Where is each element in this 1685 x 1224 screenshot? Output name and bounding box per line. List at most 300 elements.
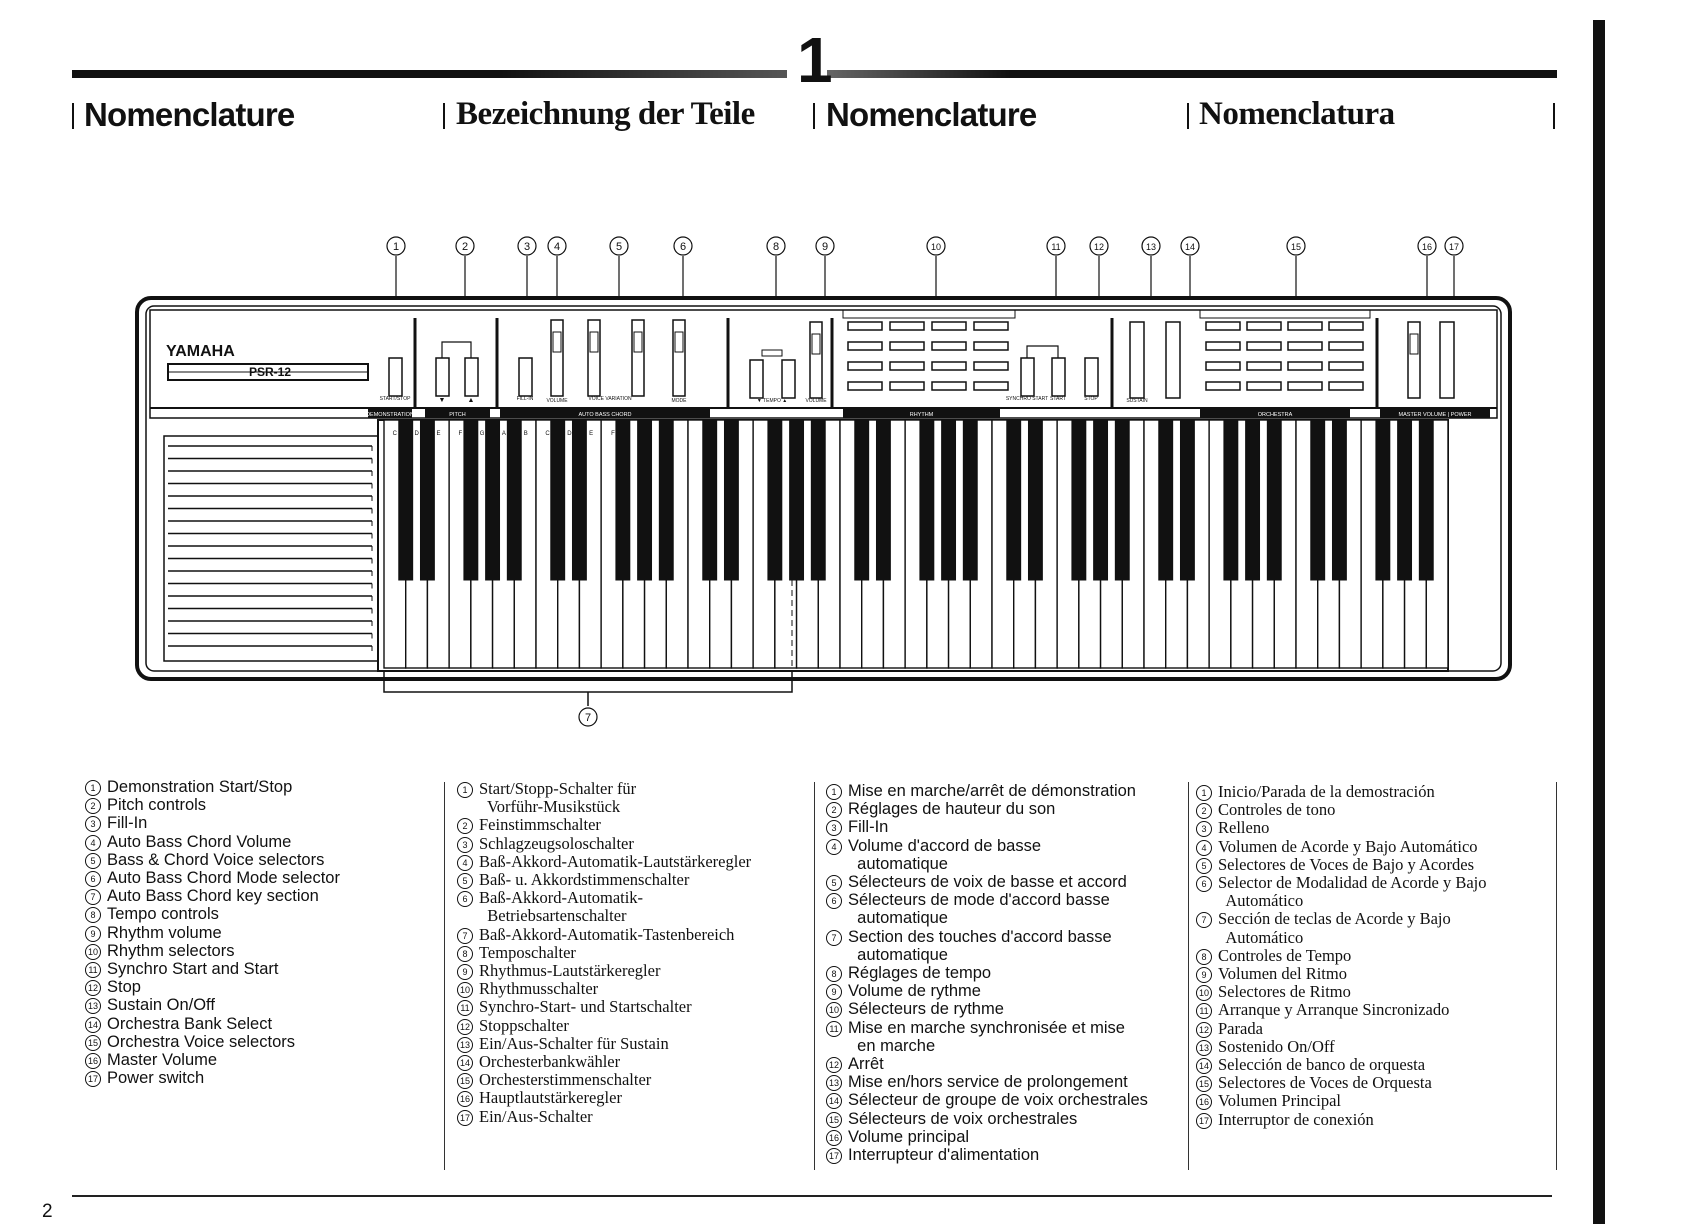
legend-item <box>1196 1038 1487 1056</box>
legend-number: 2 <box>1196 801 1218 819</box>
legend-number: 17 <box>1196 1111 1218 1129</box>
legend-text: Feinstimmschalter <box>479 815 601 835</box>
legend-item <box>826 1000 1148 1018</box>
panel-button <box>1288 322 1322 330</box>
legend-item <box>1196 856 1487 874</box>
legend-text: Rhythmusschalter <box>479 979 599 999</box>
black-key <box>811 420 825 580</box>
legend-text: Start/Stopp-Schalter für <box>479 779 637 798</box>
panel-button <box>436 358 449 396</box>
black-key <box>1267 420 1281 580</box>
legend-item <box>457 1071 751 1089</box>
panel-button <box>848 322 882 330</box>
legend-number: 4 <box>457 853 479 871</box>
panel-button <box>890 382 924 390</box>
legend-number: 13 <box>85 996 107 1014</box>
callout-number: 2 <box>461 241 469 253</box>
legend-item <box>457 871 751 889</box>
legend-number: 14 <box>1196 1056 1218 1074</box>
panel-label: VOICE VARIATION <box>588 396 632 402</box>
legend-text: Rhythmus-Lautstärkeregler <box>479 961 661 981</box>
black-key <box>1072 420 1086 580</box>
legend-text: Auto Bass Chord Volume <box>107 832 292 851</box>
legend-number: 12 <box>85 978 107 996</box>
legend-item <box>85 996 340 1014</box>
slider-knob <box>553 332 561 352</box>
legend-item <box>826 1019 1148 1037</box>
legend-number: 16 <box>85 1051 107 1069</box>
legend-item <box>1196 819 1487 837</box>
legend-text: Interruptor de conexión <box>1218 1109 1374 1129</box>
legend-en <box>85 778 340 1087</box>
panel-button <box>932 322 966 330</box>
legend-number: 11 <box>1196 1001 1218 1019</box>
legend-item <box>457 980 751 998</box>
legend-text: Master Volume <box>107 1051 218 1070</box>
legend-text: Volume d'accord de basse <box>848 836 1042 855</box>
note-label: D <box>567 431 572 437</box>
legend-text: Temposchalter <box>479 942 576 962</box>
black-key <box>1007 420 1021 580</box>
legend-item <box>457 835 751 853</box>
slider-track <box>1408 322 1420 398</box>
legend-text: Controles de tono <box>1218 800 1336 820</box>
legend-item <box>457 1017 751 1035</box>
legend-text: Orchestra Bank Select <box>107 1014 273 1033</box>
panel-label: START <box>1050 396 1066 402</box>
legend-number: 13 <box>457 1035 479 1053</box>
black-key <box>420 420 434 580</box>
legend-text: Ein/Aus-Schalter für Sustain <box>479 1033 669 1053</box>
legend-text: Relleno <box>1218 818 1270 838</box>
note-label: D <box>414 431 419 437</box>
panel-button <box>932 342 966 350</box>
legend-text: Inicio/Parada de la demostración <box>1218 782 1435 801</box>
legend-number: 3 <box>457 835 479 853</box>
legend-item <box>1196 838 1487 856</box>
legend-number: 3 <box>85 814 107 832</box>
legend-number <box>457 798 479 816</box>
legend-text: Hauptlautstärkeregler <box>479 1088 622 1108</box>
legend-number: 13 <box>1196 1038 1218 1056</box>
panel-button <box>1329 382 1363 390</box>
slider-track <box>632 320 644 396</box>
callout-number: 17 <box>1448 242 1460 252</box>
black-key <box>616 420 630 580</box>
legend-item <box>457 780 751 798</box>
panel-button <box>932 362 966 370</box>
panel-button <box>389 358 402 396</box>
slider-knob <box>1410 334 1418 354</box>
black-key <box>1028 420 1042 580</box>
callout-number: 1 <box>392 241 400 253</box>
legend-item <box>1196 1092 1487 1110</box>
legend-es <box>1196 783 1487 1129</box>
legend-text: en marche <box>848 1036 936 1055</box>
legend-item <box>457 1108 751 1126</box>
panel-button <box>750 360 763 398</box>
black-key <box>1246 420 1260 580</box>
panel-button <box>890 362 924 370</box>
black-key <box>1224 420 1238 580</box>
black-key <box>1419 420 1433 580</box>
legend-item <box>457 889 751 907</box>
model-label: PSR-12 <box>248 365 292 379</box>
slider-knob <box>812 334 820 354</box>
legend-number: 14 <box>826 1091 848 1109</box>
panel-label: ▼ <box>438 397 446 404</box>
legend-number: 9 <box>85 924 107 942</box>
black-key <box>920 420 934 580</box>
legend-item <box>1196 1074 1487 1092</box>
note-label: B <box>523 431 528 437</box>
callout-number: 6 <box>679 241 687 253</box>
legend-number: 10 <box>457 980 479 998</box>
title-fr: Nomenclature <box>826 96 1037 133</box>
legend-number: 11 <box>826 1019 848 1037</box>
legend-item <box>826 1146 1148 1164</box>
black-key <box>638 420 652 580</box>
legend-number: 6 <box>457 889 479 907</box>
legend-number: 17 <box>826 1146 848 1164</box>
panel-group-label: AUTO BASS CHORD <box>578 412 632 418</box>
legend-item <box>1196 1056 1487 1074</box>
legend-item <box>1196 1001 1487 1019</box>
legend-item <box>457 962 751 980</box>
legend-text: Section des touches d'accord basse <box>848 927 1112 946</box>
legend-item <box>826 855 1148 873</box>
legend-item <box>85 924 340 942</box>
panel-button <box>974 362 1008 370</box>
legend-number: 17 <box>85 1069 107 1087</box>
legend-item <box>457 1053 751 1071</box>
legend-number: 4 <box>826 837 848 855</box>
panel-button <box>1288 382 1322 390</box>
legend-number: 5 <box>457 871 479 889</box>
legend-text: automatique <box>848 945 948 964</box>
black-key <box>768 420 782 580</box>
black-key <box>1311 420 1325 580</box>
legend-text: Volumen de Acorde y Bajo Automático <box>1218 836 1478 856</box>
panel-label: STOP <box>1084 396 1098 402</box>
legend-text: Réglages de tempo <box>848 964 992 983</box>
legend-item <box>85 1069 340 1087</box>
legend-number: 17 <box>457 1108 479 1126</box>
panel-button <box>1247 362 1281 370</box>
legend-text: automatique <box>848 854 948 873</box>
legend-number <box>826 855 848 873</box>
legend-item <box>85 1051 340 1069</box>
note-label: C <box>545 431 550 437</box>
legend-item <box>1196 910 1487 928</box>
legend-text: Selectores de Voces de Bajo y Acordes <box>1218 854 1474 874</box>
legend-item <box>1196 783 1487 801</box>
legend-text: Sélecteurs de voix orchestrales <box>848 1109 1078 1128</box>
legend-number: 3 <box>826 818 848 836</box>
note-label: F <box>458 431 463 437</box>
legend-item <box>826 928 1148 946</box>
grille-frame <box>164 436 384 661</box>
legend-item <box>457 907 751 925</box>
legend-number: 10 <box>1196 983 1218 1001</box>
slider-track <box>810 322 822 398</box>
panel-button <box>932 382 966 390</box>
legend-number: 9 <box>826 982 848 1000</box>
slider-knob <box>675 332 683 352</box>
column-divider-3 <box>1188 782 1189 1170</box>
legend-item <box>826 1110 1148 1128</box>
legend-item <box>457 1035 751 1053</box>
legend-text: Sélecteur de groupe de voix orchestrales <box>848 1091 1148 1110</box>
legend-text: Tempo controls <box>107 905 219 924</box>
panel-group-label: ORCHESTRA <box>1257 412 1293 418</box>
legend-text: Rhythm selectors <box>107 941 235 960</box>
legend-text: Stop <box>107 978 141 997</box>
black-key <box>507 420 521 580</box>
legend-item <box>826 1037 1148 1055</box>
legend-item <box>85 960 340 978</box>
legend-text: Schlagzeugsoloschalter <box>479 833 634 853</box>
legend-text: Volume principal <box>848 1127 970 1146</box>
title-en: Nomenclature <box>84 96 295 133</box>
panel-button <box>848 382 882 390</box>
legend-item <box>457 1089 751 1107</box>
legend-item <box>85 778 340 796</box>
legend-number: 5 <box>826 873 848 891</box>
black-key <box>963 420 977 580</box>
panel-button <box>1329 322 1363 330</box>
legend-text: Baß-Akkord-Automatik-Lautstärkeregler <box>479 851 752 871</box>
black-key <box>1115 420 1129 580</box>
legend-text: Parada <box>1218 1018 1263 1038</box>
panel-button <box>1052 358 1065 396</box>
note-label: C <box>392 431 398 437</box>
panel-button <box>519 358 532 396</box>
legend-text: Mise en marche synchronisée et mise <box>848 1018 1125 1037</box>
panel-button <box>848 362 882 370</box>
legend-item <box>826 1055 1148 1073</box>
legend-item <box>1196 874 1487 892</box>
slider-knob <box>634 332 642 352</box>
legend-number: 1 <box>826 782 848 800</box>
legend-number: 10 <box>85 942 107 960</box>
legend-item <box>826 909 1148 927</box>
legend-text: Orchesterstimmenschalter <box>479 1070 652 1090</box>
panel-label: FILL-IN <box>516 396 534 402</box>
callout-number: 13 <box>1145 242 1157 252</box>
legend-number <box>826 909 848 927</box>
legend-text: Volume de rythme <box>848 982 981 1001</box>
column-divider-4 <box>1556 782 1557 1170</box>
panel-label: ▲ <box>467 397 475 404</box>
legend-item <box>826 837 1148 855</box>
legend-number: 15 <box>826 1110 848 1128</box>
black-key <box>876 420 890 580</box>
legend-item <box>85 833 340 851</box>
legend-number: 2 <box>85 796 107 814</box>
legend-text: Controles de Tempo <box>1218 945 1352 965</box>
black-key <box>1376 420 1390 580</box>
legend-item <box>85 796 340 814</box>
legend-text: Sélecteurs de voix de basse et accord <box>848 873 1127 892</box>
callout-number: 12 <box>1093 242 1105 252</box>
legend-item <box>85 887 340 905</box>
legend-text: Auto Bass Chord Mode selector <box>107 869 340 888</box>
callout-number: 10 <box>930 242 942 252</box>
legend-text: Orchestra Voice selectors <box>107 1032 295 1051</box>
panel-group-label: PITCH <box>449 412 466 418</box>
panel-button <box>974 322 1008 330</box>
legend-number: 4 <box>1196 838 1218 856</box>
slider-track <box>673 320 685 396</box>
title-es: Nomenclatura <box>1199 96 1395 132</box>
legend-number <box>1196 929 1218 947</box>
black-key <box>1094 420 1108 580</box>
slider-track <box>588 320 600 396</box>
legend-item <box>826 800 1148 818</box>
panel-button <box>890 342 924 350</box>
legend-text: Fill-In <box>848 818 889 837</box>
legend-number: 8 <box>1196 947 1218 965</box>
legend-text: Power switch <box>107 1069 205 1088</box>
legend-text: automatique <box>848 909 948 928</box>
legend-text: Bass & Chord Voice selectors <box>107 850 325 869</box>
speaker-grille <box>164 436 384 661</box>
black-key <box>1398 420 1412 580</box>
legend-number: 16 <box>457 1089 479 1107</box>
legend-number: 9 <box>1196 965 1218 983</box>
legend-number: 11 <box>85 960 107 978</box>
legend-item <box>826 982 1148 1000</box>
legend-item <box>457 926 751 944</box>
legend-number: 1 <box>85 778 107 796</box>
panel-button <box>1329 342 1363 350</box>
legend-number: 7 <box>826 928 848 946</box>
legend-number: 14 <box>457 1053 479 1071</box>
legend-text: Sustain On/Off <box>107 996 215 1015</box>
callout-number: 14 <box>1184 242 1196 252</box>
legend-number: 15 <box>85 1033 107 1051</box>
legend-item <box>85 942 340 960</box>
legend-number: 16 <box>826 1128 848 1146</box>
legend-item <box>826 891 1148 909</box>
legend-item <box>1196 1020 1487 1038</box>
black-key <box>572 420 586 580</box>
legend-text: Volumen Principal <box>1218 1091 1341 1111</box>
legend-text: Selectores de Ritmo <box>1218 982 1351 1002</box>
legend-number: 10 <box>826 1000 848 1018</box>
legend-text: Réglages de hauteur du son <box>848 800 1056 819</box>
black-key <box>1159 420 1173 580</box>
panel-label: ▼ TEMPO ▲ <box>756 398 788 404</box>
legend-item <box>1196 947 1487 965</box>
panel-button <box>1085 358 1098 396</box>
panel-button <box>1247 342 1281 350</box>
legend-number: 3 <box>1196 819 1218 837</box>
panel-group-label: MASTER VOLUME | POWER <box>1398 412 1472 418</box>
page-number: 2 <box>42 1201 53 1222</box>
legend-number: 16 <box>1196 1092 1218 1110</box>
legend-number <box>457 907 479 925</box>
legend-number: 2 <box>457 816 479 834</box>
panel-label: VOLUME <box>805 398 827 404</box>
panel-group-label: DEMONSTRATION <box>366 412 414 418</box>
note-label: G <box>479 431 485 437</box>
legend-text: Selección de banco de orquesta <box>1218 1055 1426 1075</box>
panel-button <box>974 342 1008 350</box>
legend-number: 12 <box>457 1017 479 1035</box>
legend-item <box>457 816 751 834</box>
legend-number: 14 <box>85 1015 107 1033</box>
legend-number <box>826 1037 848 1055</box>
legend-text: Baß-Akkord-Automatik- <box>479 888 644 908</box>
black-key <box>551 420 565 580</box>
note-label: F <box>611 431 615 437</box>
column-divider-2 <box>814 782 815 1170</box>
slider-knob <box>590 332 598 352</box>
legend-text: Betriebsartenschalter <box>479 906 627 926</box>
panel-group-label: RHYTHM <box>909 412 934 418</box>
legend-item <box>457 798 751 816</box>
callout-number: 3 <box>523 241 531 253</box>
legend-number: 1 <box>457 780 479 798</box>
legend-number: 8 <box>85 905 107 923</box>
black-key <box>399 420 413 580</box>
legend-item <box>1196 965 1487 983</box>
legend-item <box>85 1033 340 1051</box>
legend-number: 9 <box>457 962 479 980</box>
legend-text: Automático <box>1218 891 1304 911</box>
panel-label: START/STOP <box>379 396 411 402</box>
legend-item <box>826 818 1148 836</box>
note-label: E <box>436 431 441 437</box>
legend-text: Auto Bass Chord key section <box>107 887 319 906</box>
legend-text: Sostenido On/Off <box>1218 1036 1335 1056</box>
legend-item <box>1196 983 1487 1001</box>
note-label: A <box>501 431 506 437</box>
black-key <box>1332 420 1346 580</box>
legend-text: Synchro Start and Start <box>107 960 279 979</box>
panel-button <box>974 382 1008 390</box>
legend-item <box>1196 801 1487 819</box>
legend-text: Automático <box>1218 927 1304 947</box>
legend-item <box>85 978 340 996</box>
legend-item <box>457 998 751 1016</box>
legend-number: 6 <box>1196 874 1218 892</box>
legend-fr <box>826 782 1148 1164</box>
legend-item <box>826 782 1148 800</box>
legend-text: Stoppschalter <box>479 1015 569 1035</box>
legend-item <box>826 964 1148 982</box>
legend-number: 11 <box>457 998 479 1016</box>
panel-button <box>1288 342 1322 350</box>
black-key <box>703 420 717 580</box>
legend-item <box>85 814 340 832</box>
legend-text: Selector de Modalidad de Acorde y Bajo <box>1218 873 1487 893</box>
legend-text: Sélecteurs de mode d'accord basse <box>848 891 1110 910</box>
legend-text: Arrêt <box>848 1055 884 1074</box>
legend-number: 12 <box>1196 1020 1218 1038</box>
legend-number: 1 <box>1196 783 1218 801</box>
callout-number: 4 <box>553 241 561 253</box>
slider-track <box>551 320 563 396</box>
panel-button <box>1021 358 1034 396</box>
legend-text: Vorführ-Musikstück <box>479 797 621 817</box>
panel-button <box>890 322 924 330</box>
legend-text: Mise en/hors service de prolongement <box>848 1073 1128 1092</box>
callout-number: 8 <box>772 241 780 253</box>
black-key <box>1180 420 1194 580</box>
